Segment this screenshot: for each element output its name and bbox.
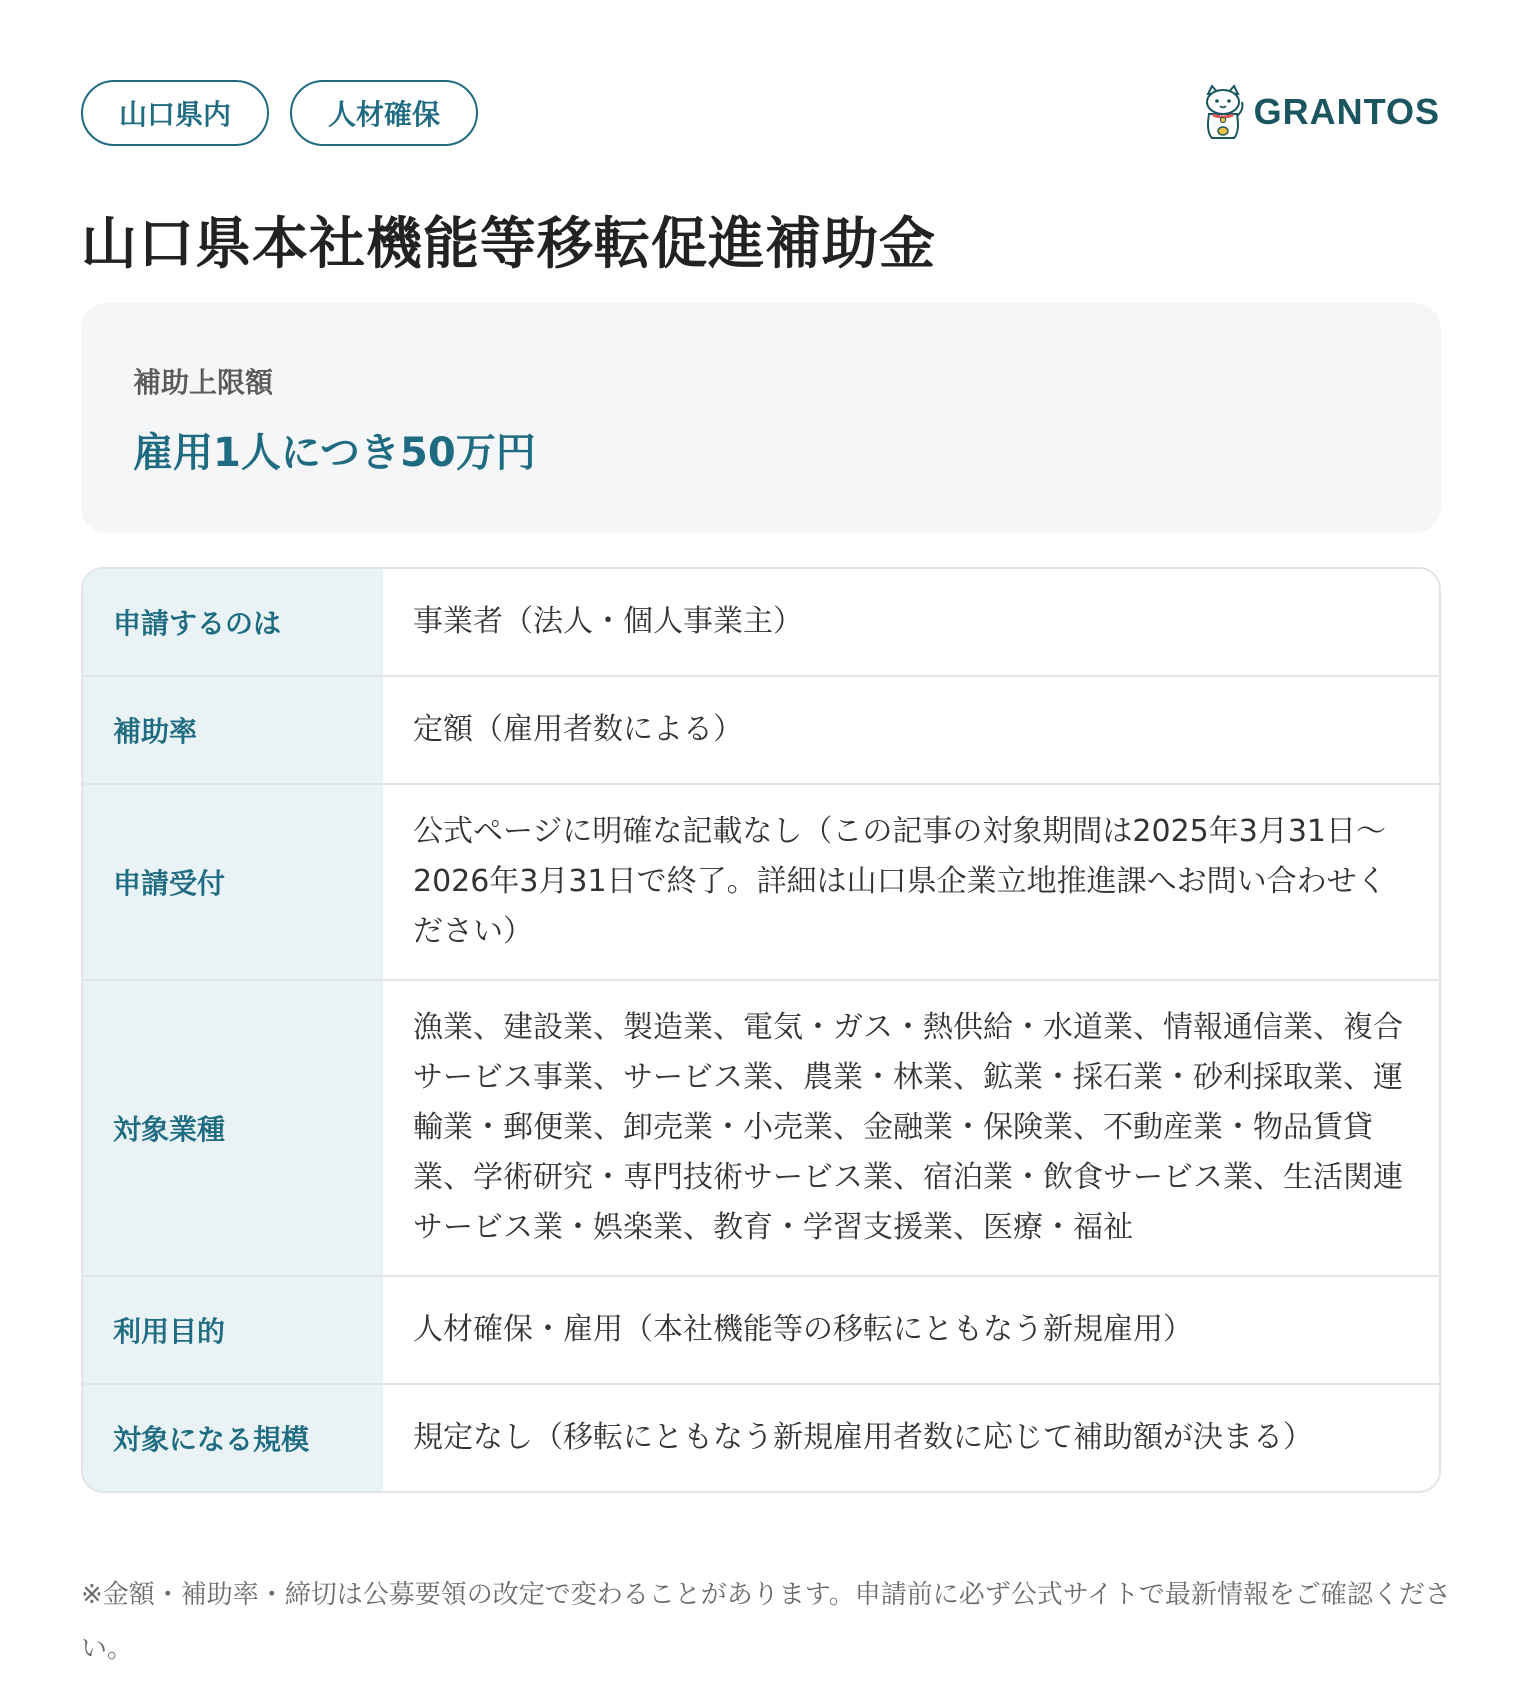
row-value: 規定なし（移転にともなう新規雇用者数に応じて補助額が決まる） (413, 1420, 1313, 1455)
table-row-scale (83, 1383, 1439, 1491)
table-row-industries (83, 979, 1439, 1275)
table-row-reception (83, 783, 1439, 979)
row-value: 人材確保・雇用（本社機能等の移転にともなう新規雇用） (413, 1312, 1193, 1347)
subsidy-limit-label: 補助上限額 (133, 366, 274, 399)
row-label: 対象業種 (83, 981, 383, 1275)
logo-text: GRANTOS (1253, 91, 1440, 132)
row-label: 申請するのは (83, 569, 383, 675)
tag-yamaguchi[interactable]: 山口県内 (81, 80, 269, 146)
row-value: 漁業、建設業、製造業、電気・ガス・熱供給・水道業、情報通信業、複合サービス事業、サービス業、農業・林業、鉱業・採石業・砂利採取業、運輸業・郵便業、卸売業・小売業、金融業・保険業、不動産業・物品賃貸業、学術研究・専門技術サービス業、宿泊業・飲食サービス業、生活関連サービス業・娯楽業、教育・学習支援業、医療・福祉 (413, 1010, 1403, 1245)
row-label: 申請受付 (83, 785, 383, 979)
table-row-purpose (83, 1275, 1439, 1383)
row-label: 補助率 (83, 677, 383, 783)
footnote: ※金額・補助率・締切は公募要領の改定で変わることがあります。申請前に必ず公式サイトで最新情報をご確認ください。 (81, 1580, 1451, 1664)
subsidy-limit-value: 雇用1人につき50万円 (133, 430, 536, 476)
brand-logo[interactable] (1200, 84, 1440, 140)
info-table (81, 567, 1441, 1493)
table-row-rate (83, 675, 1439, 783)
subsidy-limit-card (81, 303, 1441, 533)
page-title: 山口県本社機能等移転促進補助金 (81, 212, 936, 277)
row-label: 利用目的 (83, 1277, 383, 1383)
row-label: 対象になる規模 (83, 1385, 383, 1491)
tag-list (81, 80, 478, 146)
table-row-applicant (83, 569, 1439, 675)
tag-jinzai[interactable]: 人材確保 (290, 80, 478, 146)
row-value: 公式ページに明確な記載なし（この記事の対象期間は2025年3月31日〜2026年3月31日で終了。詳細は山口県企業立地推進課へお問い合わせください） (413, 814, 1387, 949)
lucky-cat-icon (1200, 84, 1246, 140)
row-value: 事業者（法人・個人事業主） (413, 604, 803, 639)
row-value: 定額（雇用者数による） (413, 712, 743, 747)
